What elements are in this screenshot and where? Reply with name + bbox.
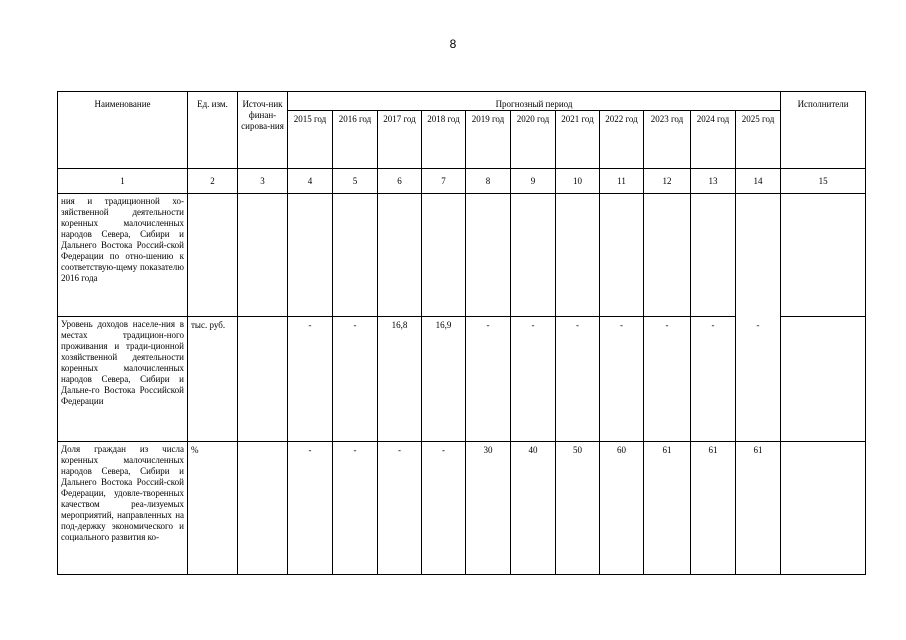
column-number: 14 xyxy=(736,169,781,194)
value-cell: 50 xyxy=(556,442,600,575)
value-cell xyxy=(288,194,333,317)
value-cell: - xyxy=(600,317,644,442)
header-year: 2016 год xyxy=(333,111,378,169)
program-indicators-table xyxy=(57,91,866,575)
value-cell: 16,8 xyxy=(378,317,422,442)
value-cell xyxy=(422,194,466,317)
column-number: 5 xyxy=(333,169,378,194)
value-cell xyxy=(556,194,600,317)
column-number: 9 xyxy=(511,169,556,194)
indicator-unit xyxy=(188,194,238,317)
value-cell: 30 xyxy=(466,442,511,575)
value-cell: - xyxy=(644,317,691,442)
page-number: 8 xyxy=(449,37,457,51)
value-cell: - xyxy=(288,317,333,442)
column-number: 10 xyxy=(556,169,600,194)
value-cell: - xyxy=(378,442,422,575)
header-year: 2021 год xyxy=(556,111,600,169)
value-cell: - xyxy=(511,317,556,442)
indicator-unit: % xyxy=(188,442,238,575)
value-cell: - xyxy=(691,317,736,442)
header-year: 2023 год xyxy=(644,111,691,169)
indicator-unit: тыс. руб. xyxy=(188,317,238,442)
column-number: 1 xyxy=(58,169,188,194)
column-number: 8 xyxy=(466,169,511,194)
value-cell xyxy=(736,194,781,317)
value-cell xyxy=(600,194,644,317)
value-cell xyxy=(511,194,556,317)
header-row-top xyxy=(58,92,866,111)
value-cell xyxy=(644,194,691,317)
column-number: 12 xyxy=(644,169,691,194)
header-executors: Исполнители xyxy=(781,92,866,169)
header-year: 2020 год xyxy=(511,111,556,169)
header-year: 2015 год xyxy=(288,111,333,169)
header-year: 2017 год xyxy=(378,111,422,169)
financing-source-cell xyxy=(238,317,288,442)
column-number: 13 xyxy=(691,169,736,194)
header-year: 2024 год xyxy=(691,111,736,169)
column-number: 6 xyxy=(378,169,422,194)
value-cell: - xyxy=(333,317,378,442)
value-cell: - xyxy=(333,442,378,575)
value-cell: - xyxy=(288,442,333,575)
financing-source-cell xyxy=(238,194,288,317)
header-forecast-period: Прогнозный период xyxy=(288,92,781,111)
value-cell: - xyxy=(422,442,466,575)
column-number: 7 xyxy=(422,169,466,194)
value-cell xyxy=(378,194,422,317)
value-cell: 61 xyxy=(644,442,691,575)
value-cell: 16,9 xyxy=(422,317,466,442)
value-cell xyxy=(333,194,378,317)
value-cell: 60 xyxy=(600,442,644,575)
value-cell xyxy=(691,194,736,317)
value-cell: 61 xyxy=(691,442,736,575)
executors-cell xyxy=(781,317,866,442)
header-year: 2018 год xyxy=(422,111,466,169)
financing-source-cell xyxy=(238,442,288,575)
column-number: 11 xyxy=(600,169,644,194)
column-number: 4 xyxy=(288,169,333,194)
column-numbers-row xyxy=(58,169,866,194)
table-row xyxy=(58,442,866,575)
executors-cell xyxy=(781,442,866,575)
table-row xyxy=(58,317,866,442)
header-year: 2022 год xyxy=(600,111,644,169)
header-source: Источ-ник финан-сирова-ния xyxy=(238,92,288,169)
header-year: 2025 год xyxy=(736,111,781,169)
value-cell: 61 xyxy=(736,442,781,575)
executors-cell xyxy=(781,194,866,317)
header-name: Наименование xyxy=(58,92,188,169)
value-cell xyxy=(466,194,511,317)
indicator-name: ния и традиционной хо-зяйственной деятельности коренных малочисленных народов Севера, Сибири и Дальнего Востока Россий-ской Федерации по отно-шению к соответствую-щему показателю 2016 года xyxy=(58,194,188,317)
column-number: 2 xyxy=(188,169,238,194)
column-number: 3 xyxy=(238,169,288,194)
column-number: 15 xyxy=(781,169,866,194)
indicator-name: Уровень доходов населе-ния в местах традицион-ного проживания и тради-ционной хозяйственной деятельности коренных малочисленных народов Севера, Сибири и Дальне-го Востока Российской Федерации xyxy=(58,317,188,442)
value-cell: 40 xyxy=(511,442,556,575)
table-row xyxy=(58,194,866,317)
header-unit: Ед. изм. xyxy=(188,92,238,169)
value-cell: - xyxy=(736,317,781,442)
indicator-name: Доля граждан из числа коренных малочисленных народов Севера, Сибири и Дальнего Востока Россий-ской Федерации, удовле-творенных качеством реа-лизуемых мероприятий, направленных на под-держку экономического и социального развития ко- xyxy=(58,442,188,575)
header-year: 2019 год xyxy=(466,111,511,169)
value-cell: - xyxy=(466,317,511,442)
value-cell: - xyxy=(556,317,600,442)
